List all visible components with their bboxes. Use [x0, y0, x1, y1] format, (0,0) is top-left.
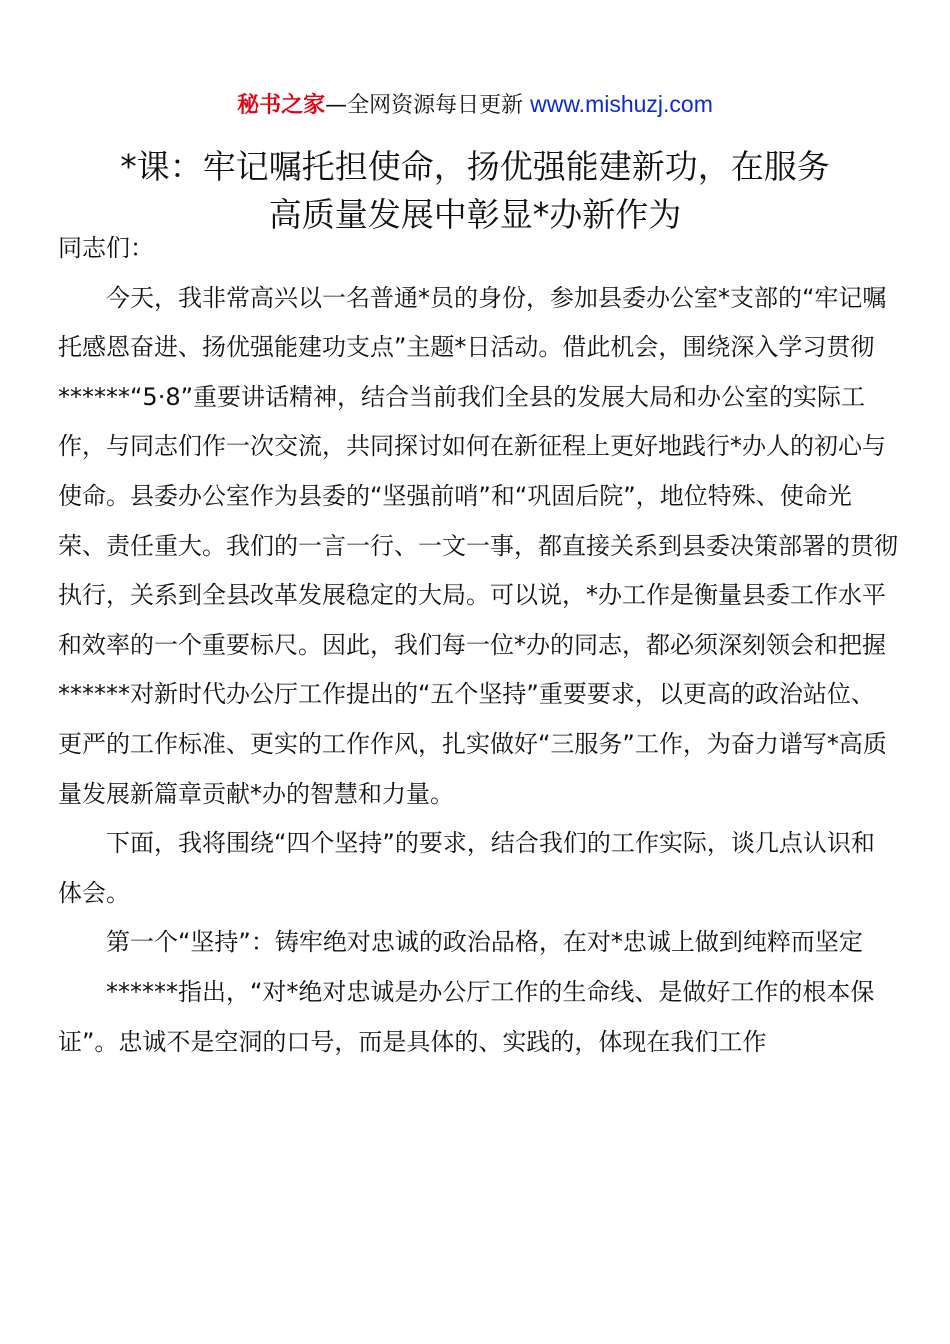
header-tagline: —全网资源每日更新: [325, 93, 531, 118]
salutation: 同志们：: [58, 234, 154, 262]
site-url[interactable]: www.mishuzj.com: [530, 91, 713, 117]
title-line-1: *课：牢记嘱托担使命，扬优强能建新功，在服务: [120, 147, 830, 186]
section-heading-1: 第一个“坚持”：铸牢绝对忠诚的政治品格，在对*忠诚上做到纯粹而坚定: [106, 928, 863, 957]
document-body: [58, 224, 898, 1067]
title-line-2: 高质量发展中彰显*办新作为: [268, 195, 682, 234]
paragraph-2: 下面，我将围绕“四个坚持”的要求，结合我们的工作实际，谈几点认识和体会。: [58, 829, 875, 907]
paragraph-3: ******指出，“对*绝对忠诚是办公厅工作的生命线、是做好工作的根本保证”。忠诚不是空洞的口号，而是具体的、实践的，体现在我们工作: [58, 977, 875, 1056]
site-header: [0, 88, 950, 122]
brand-name: 秘书之家: [237, 93, 326, 118]
paragraph-1: 今天，我非常高兴以一名普通*员的身份，参加县委办公室*支部的“牢记嘱托感恩奋进、扬优强能建功支点”主题*日活动。借此机会，围绕深入学习贯彻******“5·8”重要讲话精神，结合当前我们全县的发展大局和办公室的实际工作，与同志们作一次交流，共同探讨如何在新征程上更好地践行*办人的初心与使命。县委办公室作为县委的“坚强前哨”和“巩固后院”，地位特殊、使命光荣、责任重大。我们的一言一行、一文一事，都直接关系到县委决策部署的贯彻执行，关系到全县改革发展稳定的大局。可以说，*办工作是衡量县委工作水平和效率的一个重要标尺。因此，我们每一位*办的同志，都必须深刻领会和把握******对新时代办公厅工作提出的“五个坚持”重要要求，以更高的政治站位、更严的工作标准、更实的工作作风，扎实做好“三服务”工作，为奋力谱写*高质量发展新篇章贡献*办的智慧和力量。: [58, 283, 898, 808]
